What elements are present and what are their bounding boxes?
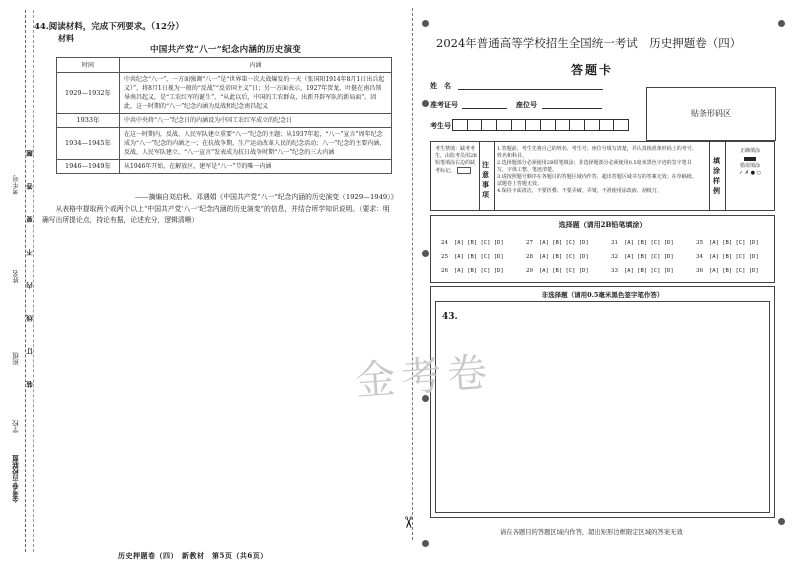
note-item: 1.答题前，考生先将自己的姓名、考生号、座位号填写清楚，并认真核准条形码上的考号、姓名和科目。	[497, 146, 697, 159]
name-field-label: 姓 名	[430, 81, 451, 90]
class-label: 班级	[12, 352, 20, 365]
choice-row[interactable]: 36 [A] [B] [C] [D]	[696, 268, 759, 274]
source-citation: ——摘编自刘启秋、邓遇娟《中国共产党“八一”纪念内涵的历史演变（1929—1949）》	[135, 193, 398, 201]
choice-row[interactable]: 25 [A] [B] [C] [D]	[441, 254, 504, 260]
row-content: 中共中央将“八一”纪念日的内涵设为中国工农红军成立的纪念日	[120, 114, 392, 128]
seat-field-label: 座位号	[516, 100, 537, 109]
table-row	[57, 128, 392, 160]
choice-row[interactable]: 24 [A] [B] [C] [D]	[441, 240, 504, 246]
hole-icon	[422, 20, 429, 27]
history-table	[56, 57, 392, 174]
seal-warning: 装 订 线 内 不 要 答 题	[26, 140, 34, 388]
note-item: 2.选择题部分必须使用2B铅笔填涂；非选择题部分必须使用0.5毫米黑色字迹的签字笔书写，字体工整、笔迹清楚。	[497, 160, 692, 173]
choice-row[interactable]: 29 [A] [B] [C] [D]	[526, 268, 589, 274]
brand-label: 金考卷·百校联盟	[12, 455, 20, 503]
barcode-label: 贴条形码区	[691, 109, 731, 118]
row-time: 1929—1932年	[57, 73, 120, 114]
scissors-icon: ✂	[399, 515, 419, 530]
hole-icon	[778, 518, 785, 525]
notes-title: 注意事项	[482, 160, 489, 199]
answer-card-title: 答题卡	[571, 63, 614, 77]
wrong-marks-icon: ✓ ✗ ● ○	[739, 170, 761, 176]
ticket-field-label: 准考证号	[430, 100, 458, 109]
choice-title: 选择题（请用2B铅笔填涂）	[558, 220, 647, 229]
notes-list	[497, 146, 701, 195]
school-label: 学校	[12, 420, 20, 433]
watermark: 金考卷	[353, 349, 495, 405]
hole-icon	[422, 250, 429, 257]
fill-wrong-label: 错误填涂	[739, 163, 760, 169]
choice-row[interactable]: 33 [A] [B] [C] [D]	[611, 268, 674, 274]
name-field[interactable]	[458, 88, 603, 90]
exam-no-label: 考生号	[12, 175, 20, 195]
note-item: 4.保持卡面清洁，不要折叠、不要弄破、弄皱，不准使用涂改液、刮纸刀。	[497, 188, 662, 194]
choice-row[interactable]: 28 [A] [B] [C] [D]	[526, 254, 589, 260]
hole-icon	[422, 100, 429, 107]
filled-mark-icon	[744, 157, 756, 161]
row-content: 从1946年开始，在解放区，建军是“八一”节的唯一内涵	[120, 160, 392, 174]
exam-no-field-label: 考生号	[430, 121, 451, 130]
instructions-panel	[430, 141, 775, 211]
row-content: 中共纪念“八一”，一方面强调“八一”是“世界第一次大战爆发的一天（张国阳1914年8月1日出兵起义）”，将8月1日视为一般的“反战”“反帝国主义”日；另一方面表示，1927年贺龙、叶挺在南昌领导南昌起义，是“工农红军的诞生”，“从此以后，中国的工农群众，出新开辟军队的新局面”。因此，这一时期的“八一”纪念内涵为反战和纪念南昌起义	[120, 73, 392, 114]
choice-row[interactable]: 34 [A] [B] [C] [D]	[696, 254, 759, 260]
row-time: 1946—1949年	[57, 160, 120, 174]
choice-row[interactable]: 26 [A] [B] [C] [D]	[441, 268, 504, 274]
row-time: 1933年	[57, 114, 120, 128]
choice-row[interactable]: 27 [A] [B] [C] [D]	[526, 240, 589, 246]
answer-area-warning: 请在各题目的答题区域内作答，超出矩形边框限定区域的答案无效	[500, 529, 683, 536]
absent-mark-box[interactable]	[457, 167, 471, 174]
table-row	[57, 114, 392, 128]
header-content: 内涵	[120, 58, 392, 73]
question-instruction: 从表格中提取两个或两个以上“中国共产党‘八一’纪念内涵的历史演变”的信息，并结合所学知识说明。（要求：明确写出所提论点，持论有据，论述充分，逻辑清晰）	[42, 205, 390, 224]
nonchoice-section	[430, 286, 775, 518]
row-time: 1934—1945年	[57, 128, 120, 160]
fill-sample-title: 填涂样例	[713, 156, 720, 195]
table-row	[57, 160, 392, 174]
header-time: 时间	[57, 58, 120, 73]
row-content: 在这一时期内，反战、人民军队建立重要“八一”纪念的主题；从1937年起，“八一”宣言”周年纪念成为“八一”纪念的内涵之一；在抗战争期，生产运动改革人民的纪念活动；八一”纪念的主要内涵，反战，人民军队建立、“八一宣言”发表成为抗日战争时期“八一”纪念的三大内涵	[120, 128, 392, 160]
barcode-area	[646, 87, 776, 141]
seat-field[interactable]	[542, 107, 602, 109]
note-item: 3.请按照题号顺序在各题目的答题区域内作答，超出答题区域书写的答案无效；在草稿纸、试题卷上答题无效。	[497, 174, 697, 187]
question-44: 44.阅读材料，完成下列要求。（12分）	[34, 22, 184, 32]
material-label: 材料	[58, 33, 74, 43]
table-row	[57, 73, 392, 114]
absent-note-text: 考生禁填：缺考考生，由监考员用2B铅笔填涂右边的缺考标记。	[435, 146, 477, 174]
table-title: 中国共产党“八一”纪念内涵的历史演变	[150, 45, 302, 55]
fill-sample	[729, 148, 771, 177]
fill-right-label: 正确填涂	[739, 148, 760, 154]
nonchoice-title: 非选择题（请用0.5毫米黑色签字笔作答）	[541, 291, 664, 299]
hole-icon	[422, 540, 429, 547]
answer-sheet-header: 2024年普通高等学校招生全国统一考试 历史押题卷（四）	[436, 36, 742, 50]
ticket-field[interactable]	[462, 107, 507, 109]
absent-note	[435, 146, 477, 175]
answer-area-43[interactable]	[435, 301, 770, 513]
choice-row[interactable]: 31 [A] [B] [C] [D]	[611, 240, 674, 246]
choice-row[interactable]: 35 [A] [B] [C] [D]	[696, 240, 759, 246]
choice-row[interactable]: 32 [A] [B] [C] [D]	[611, 254, 674, 260]
page-footer: 历史押题卷（四） 新教材 第5页（共6页）	[118, 551, 268, 560]
fold-line	[412, 8, 413, 540]
hole-icon	[778, 20, 785, 27]
name-label: 姓名	[12, 270, 20, 283]
choice-section	[430, 215, 775, 283]
exam-number-boxes[interactable]	[452, 119, 629, 131]
question-43-label: 43.	[442, 312, 458, 322]
